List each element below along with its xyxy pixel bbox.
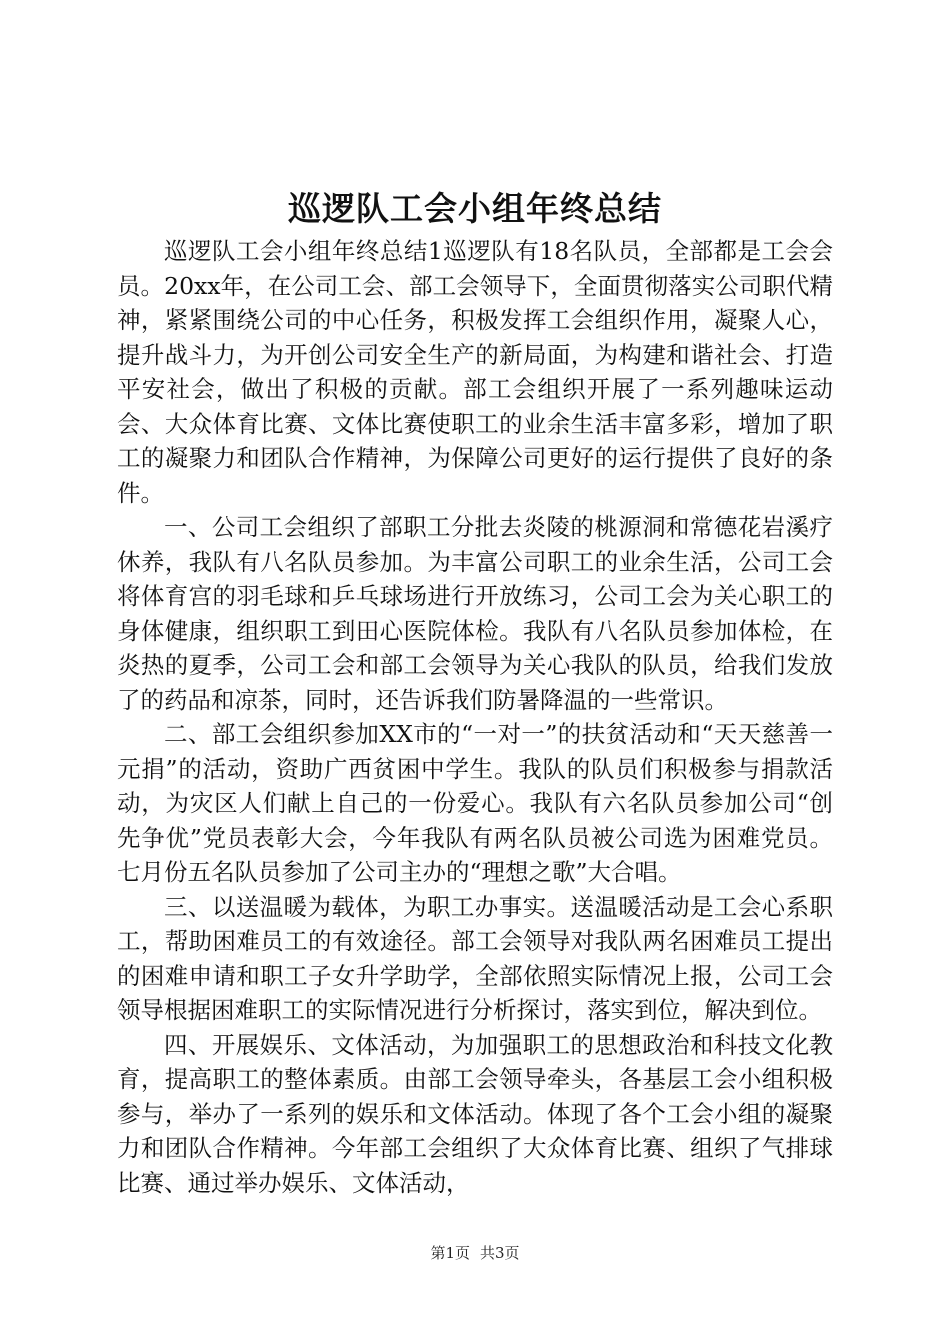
document-body xyxy=(117,234,833,1200)
document-title: 巡逻队工会小组年终总结 xyxy=(288,189,662,228)
paragraph-section-3: 三、以送温暖为载体，为职工办事实。送温暖活动是工会心系职工，帮助困难员工的有效途径。部工会领导对我队两名困难员工提出的困难申请和职工子女升学助学，全部依照实际情况上报，公司工会领导根据困难职工的实际情况进行分析探讨，落实到位，解决到位。 xyxy=(117,892,833,1024)
paragraph-intro: 巡逻队工会小组年终总结1巡逻队有18名队员，全部都是工会会员。20xx年，在公司工会、部工会领导下，全面贯彻落实公司职代精神，紧紧围绕公司的中心任务，积极发挥工会组织作用，凝聚人心，提升战斗力，为开创公司安全生产的新局面，为构建和谐社会、打造平安社会，做出了积极的贡献。部工会组织开展了一系列趣味运动会、大众体育比赛、文体比赛使职工的业余生活丰富多彩，增加了职工的凝聚力和团队合作精神，为保障公司更好的运行提供了良好的条件。 xyxy=(117,237,833,507)
page-total: 共3页 xyxy=(480,1244,520,1262)
paragraph-section-2: 二、部工会组织参加XX市的“一对一”的扶贫活动和“天天慈善一元捐”的活动，资助广西贫困中学生。我队的队员们积极参与捐款活动，为灾区人们献上自己的一份爱心。我队有六名队员参加公司“创先争优”党员表彰大会，今年我队有两名队员被公司选为困难党员。七月份五名队员参加了公司主办的“理想之歌”大合唱。 xyxy=(117,720,833,886)
page-number: 第1页 xyxy=(430,1244,470,1262)
paragraph-section-4: 四、开展娱乐、文体活动，为加强职工的思想政治和科技文化教育，提高职工的整体素质。由部工会领导牵头，各基层工会小组积极参与，举办了一系列的娱乐和文体活动。体现了各个工会小组的凝聚力和团队合作精神。今年部工会组织了大众体育比赛、组织了气排球比赛、通过举办娱乐、文体活动， xyxy=(117,1030,833,1197)
page-footer xyxy=(0,1242,950,1264)
paragraph-section-1: 一、公司工会组织了部职工分批去炎陵的桃源洞和常德花岩溪疗休养，我队有八名队员参加。为丰富公司职工的业余生活，公司工会将体育宫的羽毛球和乒乓球场进行开放练习，公司工会为关心职工的身体健康，组织职工到田心医院体检。我队有八名队员参加体检，在炎热的夏季，公司工会和部工会领导为关心我队的队员，给我们发放了的药品和凉茶，同时，还告诉我们防暑降温的一些常识。 xyxy=(117,513,833,714)
